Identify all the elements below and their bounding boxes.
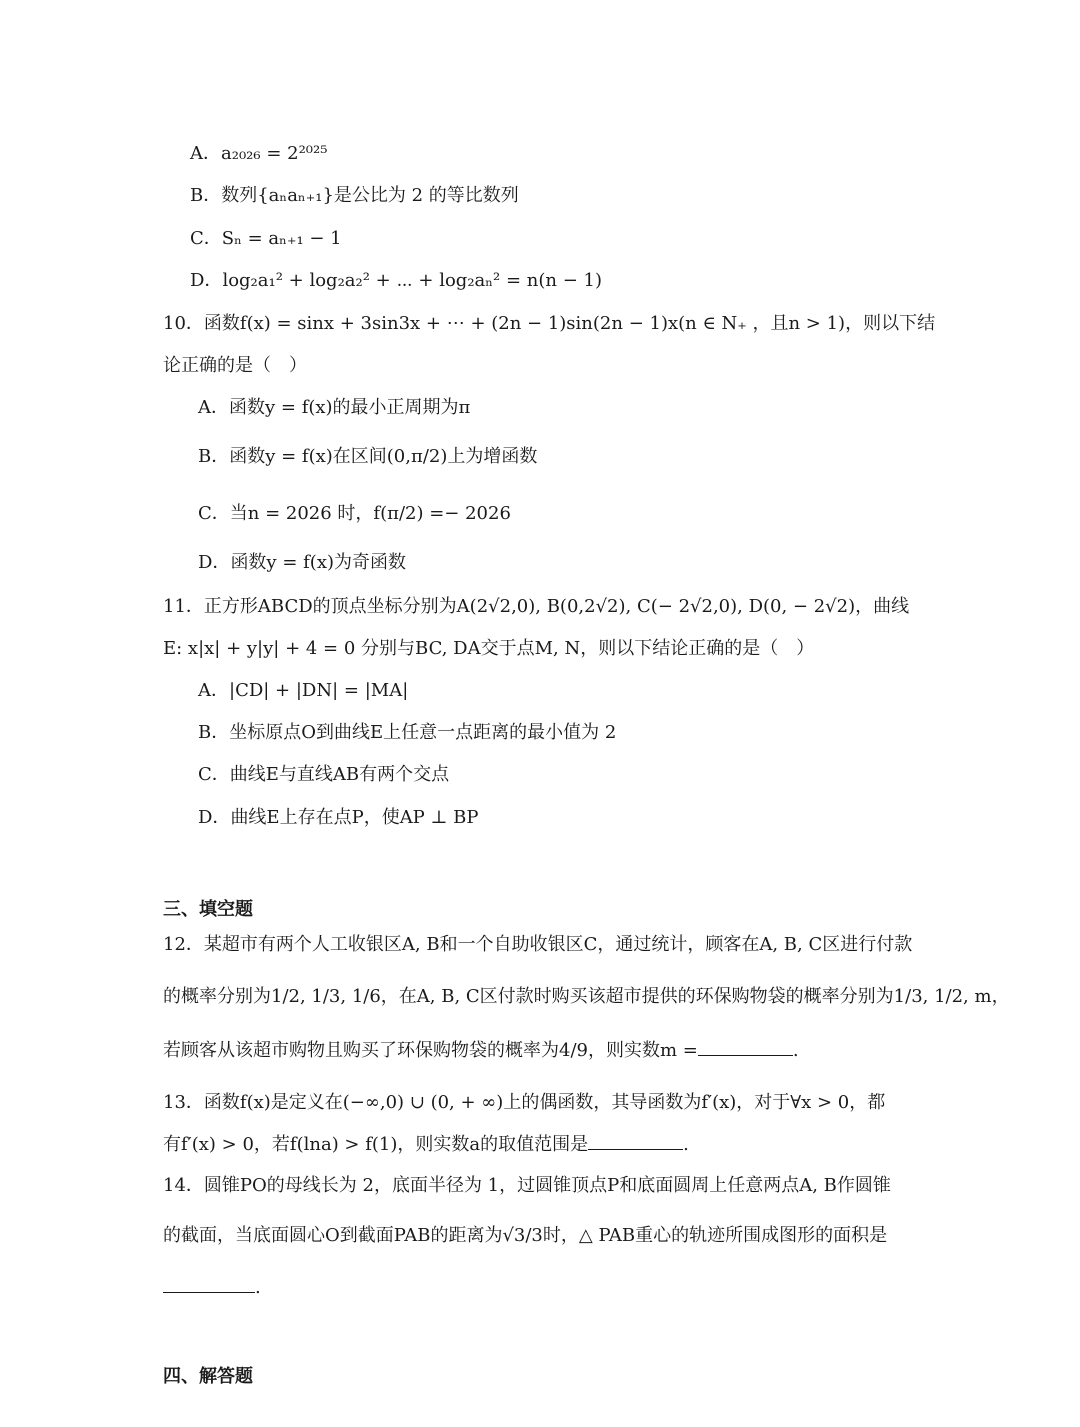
section-heading-answers: 四、解答题	[163, 1366, 253, 1387]
q14-stem-line2: 的截面，当底面圆心O到截面PAB的距离为√3/3时，△ PAB重心的轨迹所围成图形的面积是	[163, 1225, 888, 1246]
q11-stem-line2: E: x|x| + y|y| + 4 = 0 分别与BC, DA交于点M, N，则以下结论正确的是（ ）	[163, 638, 815, 659]
q10-option-d: D．函数y = f(x)为奇函数	[198, 552, 406, 573]
q12-stem-line2: 的概率分别为1/2, 1/3, 1/6，在A, B, C区付款时购买该超市提供的环保购物袋的概率分别为1/3, 1/2, m，	[163, 986, 1010, 1007]
q10-option-a: A．函数y = f(x)的最小正周期为π	[198, 397, 471, 418]
q13-stem-line1: 13．函数f(x)是定义在(−∞,0) ∪ (0, + ∞)上的偶函数，其导函数为f′(x)，对于∀x > 0，都	[163, 1092, 886, 1113]
q10-stem-line2: 论正确的是（ ）	[163, 355, 307, 376]
q12-stem-line3: 若顾客从该超市购物且购买了环保购物袋的概率为4/9，则实数m = .	[163, 1040, 799, 1061]
section-heading-fill-in: 三、填空题	[163, 899, 253, 920]
q12-stem-line1: 12．某超市有两个人工收银区A, B和一个自助收银区C，通过统计，顾客在A, B, C区进行付款	[163, 934, 913, 955]
q9-option-b: B．数列{aₙaₙ₊₁}是公比为 2 的等比数列	[190, 185, 519, 206]
q14-answer-blank[interactable]	[163, 1276, 255, 1293]
q14-stem-line1: 14．圆锥PO的母线长为 2，底面半径为 1，过圆锥顶点P和底面圆周上任意两点A, B作圆锥	[163, 1175, 891, 1196]
q11-option-d: D．曲线E上存在点P，使AP ⊥ BP	[198, 807, 479, 828]
q9-option-a: A．a₂₀₂₆ = 2²⁰²⁵	[190, 143, 328, 164]
q11-option-b: B．坐标原点O到曲线E上任意一点距离的最小值为 2	[198, 722, 617, 743]
q11-option-c: C．曲线E与直线AB有两个交点	[198, 764, 450, 785]
q9-option-c: C．Sₙ = aₙ₊₁ − 1	[190, 228, 342, 249]
q11-option-a: A．|CD| + |DN| = |MA|	[198, 680, 409, 701]
q13-answer-blank[interactable]	[588, 1133, 683, 1150]
q10-option-c: C．当n = 2026 时，f(π/2) =− 2026	[198, 503, 511, 524]
q11-stem-line1: 11．正方形ABCD的顶点坐标分别为A(2√2,0), B(0,2√2), C(− 2√2,0), D(0, − 2√2)，曲线	[163, 596, 910, 617]
q13-stem-line2: 有f′(x) > 0，若f(lna) > f(1)，则实数a的取值范围是 .	[163, 1134, 689, 1155]
q14-stem-line3: .	[163, 1276, 261, 1300]
q9-option-d: D．log₂a₁² + log₂a₂² + ⋯ + log₂aₙ² = n(n − 1)	[190, 270, 603, 291]
q10-stem-line1: 10．函数f(x) = sinx + 3sin3x + ⋯ + (2n − 1)sin(2n − 1)x(n ∈ N₊ ，且n > 1)，则以下结	[163, 313, 936, 334]
q12-answer-blank[interactable]	[698, 1039, 793, 1056]
q10-option-b: B．函数y = f(x)在区间(0,π/2)上为增函数	[198, 446, 538, 467]
